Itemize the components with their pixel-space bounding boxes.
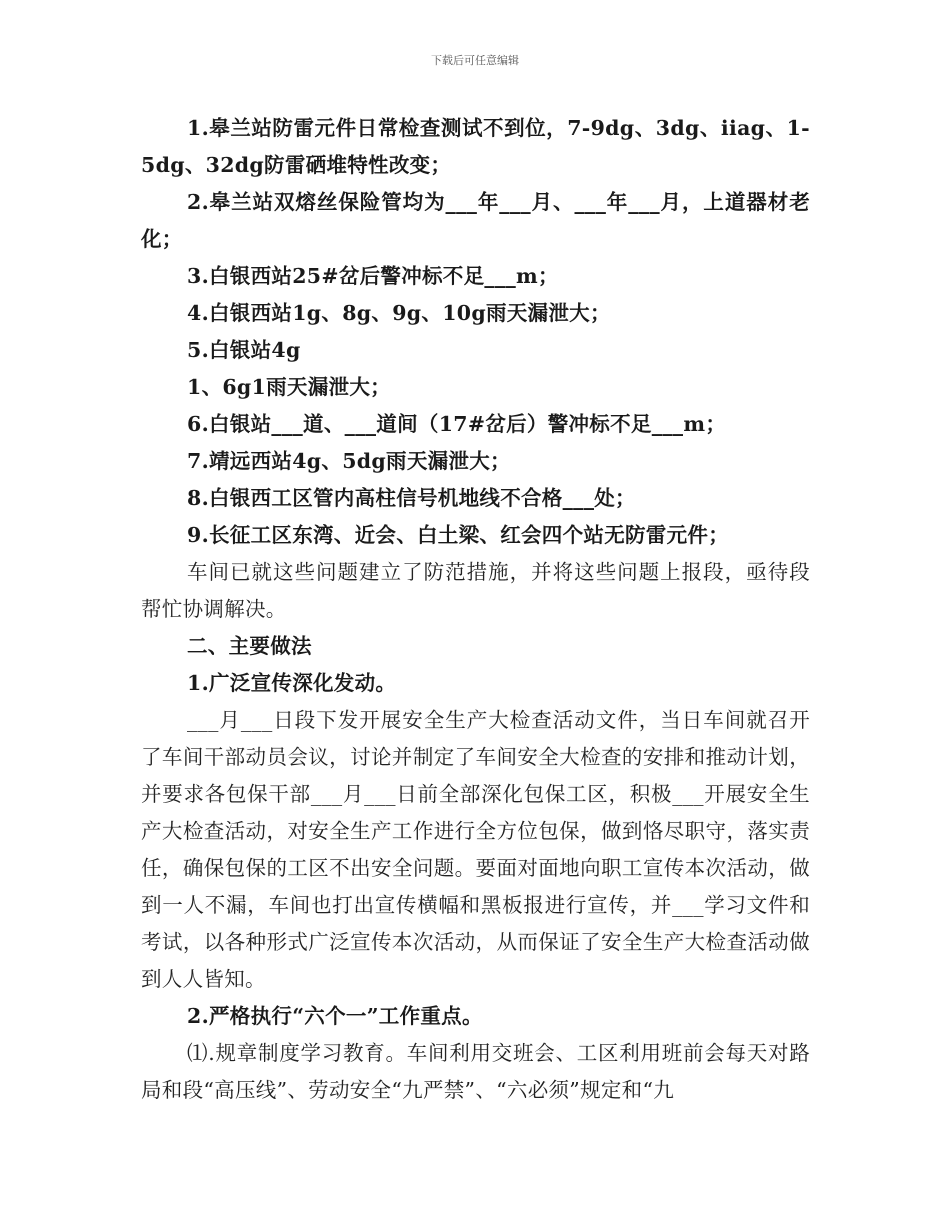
document-body [141,110,810,1109]
paragraph-4: 4.白银西站1g、8g、9g、10g雨天漏泄大； [187,301,611,325]
paragraph-3: 3.白银西站25#岔后警冲标不足___m； [187,264,559,288]
paragraph-9: 8.白银西工区管内高柱信号机地线不合格___处； [187,486,636,510]
paragraph-6: 1、6g1雨天漏泄大； [187,375,391,399]
subheading-2: 2.严格执行“六个一”工作重点。 [187,1004,483,1028]
paragraph-13: ⑴.规章制度学习教育。车间利用交班会、工区利用班前会每天对路局和段“高压线”、劳动安全“九严禁”、“六必须”规定和“九 [141,1041,810,1102]
paragraph-1: 1.皋兰站防雷元件日常检查测试不到位，7-9dg、3dg、iiag、1-5dg、32dg防雷硒堆特性改变； [141,116,810,177]
paragraph-7: 6.白银站___道、___道间（17#岔后）警冲标不足___m； [187,412,727,436]
section-heading: 二、主要做法 [187,634,312,658]
paragraph-10: 9.长征工区东湾、近会、白土梁、红会四个站无防雷元件； [187,523,729,547]
paragraph-8: 7.靖远西站4g、5dg雨天漏泄大； [187,449,511,473]
paragraph-12: ___月___日段下发开展安全生产大检查活动文件，当日车间就召开了车间干部动员会议，讨论并制定了车间安全大检查的安排和推动计划，并要求各包保干部___月___日前全部深化包保工区，积极___开展安全生产大检查活动，对安全生产工作进行全方位包保，做到恪尽职守，落实责任，确保包保的工区不出安全问题。要面对面地向职工宣传本次活动，做到一人不漏，车间也打出宣传横幅和黑板报进行宣传，并___学习文件和考试，以各种形式广泛宣传本次活动，从而保证了安全生产大检查活动做到人人皆知。 [141,708,810,991]
page-header: 下载后可任意编辑 [431,54,519,67]
paragraph-11: 车间已就这些问题建立了防范措施，并将这些问题上报段，亟待段帮忙协调解决。 [141,560,810,621]
paragraph-5: 5.白银站4g [187,338,301,362]
subheading-1: 1.广泛宣传深化发动。 [187,671,397,695]
paragraph-2: 2.皋兰站双熔丝保险管均为___年___月、___年___月，上道器材老化； [141,190,810,251]
